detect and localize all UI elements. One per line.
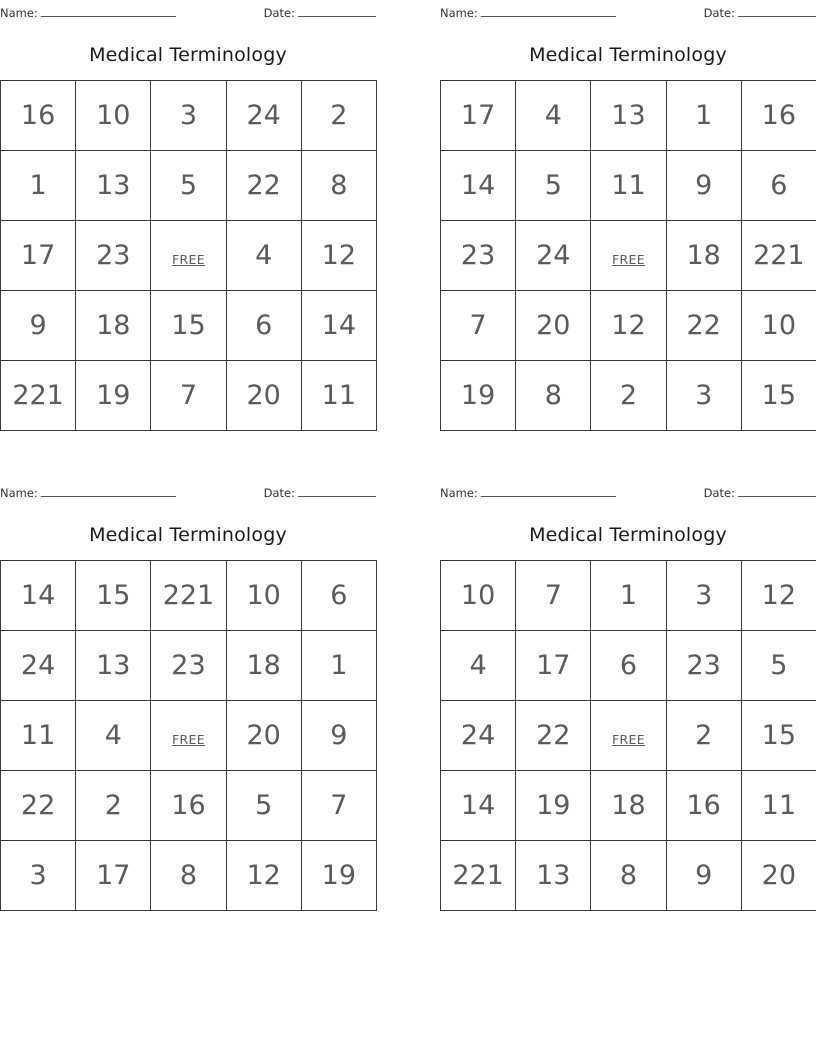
bingo-row: [1, 771, 377, 841]
bingo-row: [441, 841, 816, 911]
name-label: Name:: [0, 486, 38, 500]
bingo-cell[interactable]: 23: [666, 631, 741, 701]
bingo-cell[interactable]: 23: [76, 221, 151, 291]
bingo-cell[interactable]: 6: [591, 631, 666, 701]
bingo-grid: [440, 560, 816, 911]
bingo-row: [1, 631, 377, 701]
date-write-line[interactable]: [298, 486, 376, 497]
bingo-free-cell[interactable]: [151, 221, 226, 291]
bingo-cell[interactable]: 1: [591, 561, 666, 631]
bingo-cell[interactable]: 5: [151, 151, 226, 221]
bingo-cell[interactable]: 18: [76, 291, 151, 361]
bingo-cell[interactable]: 3: [666, 561, 741, 631]
bingo-cell[interactable]: 5: [226, 771, 301, 841]
date-write-line[interactable]: [738, 486, 816, 497]
bingo-row: [441, 151, 816, 221]
bingo-cell[interactable]: 22: [1, 771, 76, 841]
bingo-row: [441, 701, 816, 771]
card-title: Medical Terminology: [89, 524, 287, 546]
bingo-cell[interactable]: 9: [301, 701, 376, 771]
date-field[interactable]: [264, 6, 376, 20]
bingo-cell[interactable]: 17: [516, 631, 591, 701]
name-label: Name:: [440, 6, 478, 20]
bingo-cell[interactable]: 2: [666, 701, 741, 771]
bingo-cell[interactable]: 1: [301, 631, 376, 701]
date-label: Date:: [703, 486, 735, 500]
bingo-row: [1, 221, 377, 291]
bingo-cell[interactable]: 20: [741, 841, 816, 911]
date-field[interactable]: [264, 486, 376, 500]
bingo-row: [1, 561, 377, 631]
bingo-card-slot: [440, 0, 816, 480]
name-write-line[interactable]: [481, 486, 616, 497]
card-title: Medical Terminology: [529, 44, 727, 66]
bingo-row: [441, 81, 816, 151]
bingo-cell[interactable]: 23: [151, 631, 226, 701]
bingo-free-cell[interactable]: [591, 221, 666, 291]
bingo-cell[interactable]: 221: [1, 361, 76, 431]
date-write-line[interactable]: [298, 6, 376, 17]
date-label: Date:: [263, 6, 295, 20]
bingo-card: [0, 480, 376, 960]
bingo-cell[interactable]: 5: [741, 631, 816, 701]
bingo-grid: [0, 560, 377, 911]
bingo-cell[interactable]: 1: [1, 151, 76, 221]
bingo-cell[interactable]: 24: [1, 631, 76, 701]
bingo-cell[interactable]: 4: [226, 221, 301, 291]
bingo-cell[interactable]: 22: [516, 701, 591, 771]
bingo-cell[interactable]: 23: [441, 221, 516, 291]
name-label: Name:: [0, 6, 38, 20]
bingo-cell[interactable]: 13: [76, 631, 151, 701]
bingo-row: [1, 361, 377, 431]
bingo-card-slot: [0, 0, 440, 480]
bingo-cell[interactable]: 221: [441, 841, 516, 911]
bingo-cell[interactable]: 18: [226, 631, 301, 701]
bingo-cell[interactable]: 3: [151, 81, 226, 151]
name-write-line[interactable]: [41, 486, 176, 497]
bingo-cell[interactable]: 7: [516, 561, 591, 631]
bingo-cell[interactable]: 5: [516, 151, 591, 221]
bingo-cell[interactable]: 2: [591, 361, 666, 431]
card-meta-row: [440, 480, 816, 502]
date-label: Date:: [263, 486, 295, 500]
card-meta-row: [0, 480, 376, 502]
bingo-cell[interactable]: 1: [666, 81, 741, 151]
bingo-cell[interactable]: 16: [666, 771, 741, 841]
bingo-cell[interactable]: 16: [741, 81, 816, 151]
bingo-cell[interactable]: 2: [301, 81, 376, 151]
bingo-grid: [440, 80, 816, 431]
bingo-cell[interactable]: 18: [666, 221, 741, 291]
name-field[interactable]: [0, 486, 176, 500]
bingo-cell[interactable]: 4: [76, 701, 151, 771]
bingo-cell[interactable]: 8: [151, 841, 226, 911]
bingo-cell[interactable]: 15: [741, 701, 816, 771]
bingo-cell[interactable]: 10: [741, 291, 816, 361]
date-write-line[interactable]: [738, 6, 816, 17]
bingo-cell[interactable]: 11: [1, 701, 76, 771]
name-field[interactable]: [440, 486, 616, 500]
date-field[interactable]: [704, 6, 816, 20]
bingo-cell[interactable]: 24: [226, 81, 301, 151]
bingo-card-slot: [440, 480, 816, 960]
bingo-cell[interactable]: 11: [591, 151, 666, 221]
bingo-row: [441, 361, 816, 431]
free-label: FREE: [172, 732, 205, 747]
bingo-cell[interactable]: 4: [516, 81, 591, 151]
bingo-cell[interactable]: 20: [516, 291, 591, 361]
bingo-cell[interactable]: 19: [516, 771, 591, 841]
name-field[interactable]: [0, 6, 176, 20]
bingo-cell[interactable]: 18: [591, 771, 666, 841]
bingo-card-slot: [0, 480, 440, 960]
bingo-card: [440, 0, 816, 480]
bingo-free-cell[interactable]: [591, 701, 666, 771]
name-write-line[interactable]: [481, 6, 616, 17]
bingo-cell[interactable]: 11: [301, 361, 376, 431]
bingo-cell[interactable]: 7: [151, 361, 226, 431]
bingo-cell[interactable]: 15: [741, 361, 816, 431]
bingo-row: [441, 631, 816, 701]
bingo-cell[interactable]: 6: [741, 151, 816, 221]
bingo-cell[interactable]: 14: [1, 561, 76, 631]
bingo-cell[interactable]: 19: [441, 361, 516, 431]
name-label: Name:: [440, 486, 478, 500]
bingo-cell[interactable]: 10: [441, 561, 516, 631]
bingo-card: [440, 480, 816, 960]
bingo-cell[interactable]: 22: [666, 291, 741, 361]
bingo-cell[interactable]: 221: [741, 221, 816, 291]
bingo-cell[interactable]: 12: [591, 291, 666, 361]
bingo-cell[interactable]: 20: [226, 361, 301, 431]
bingo-cell[interactable]: 10: [226, 561, 301, 631]
bingo-cell[interactable]: 9: [666, 841, 741, 911]
date-field[interactable]: [704, 486, 816, 500]
bingo-cell[interactable]: 15: [76, 561, 151, 631]
bingo-cell[interactable]: 3: [1, 841, 76, 911]
bingo-cell[interactable]: 8: [591, 841, 666, 911]
bingo-row: [1, 701, 377, 771]
bingo-row: [1, 81, 377, 151]
bingo-cell[interactable]: 12: [226, 841, 301, 911]
bingo-cell[interactable]: 11: [741, 771, 816, 841]
card-title: Medical Terminology: [89, 44, 287, 66]
bingo-cell[interactable]: 9: [666, 151, 741, 221]
bingo-cell[interactable]: 24: [441, 701, 516, 771]
name-field[interactable]: [440, 6, 616, 20]
bingo-card: [0, 0, 376, 480]
bingo-free-cell[interactable]: [151, 701, 226, 771]
bingo-row: [441, 771, 816, 841]
bingo-cell[interactable]: 8: [516, 361, 591, 431]
free-label: FREE: [612, 732, 645, 747]
bingo-cell[interactable]: 17: [76, 841, 151, 911]
free-label: FREE: [172, 252, 205, 267]
bingo-cell[interactable]: 14: [301, 291, 376, 361]
bingo-cell[interactable]: 16: [151, 771, 226, 841]
bingo-cell[interactable]: 13: [516, 841, 591, 911]
bingo-cell[interactable]: 16: [1, 81, 76, 151]
bingo-cell[interactable]: 14: [441, 771, 516, 841]
date-label: Date:: [703, 6, 735, 20]
free-label: FREE: [612, 252, 645, 267]
bingo-row: [1, 151, 377, 221]
bingo-row: [441, 561, 816, 631]
bingo-cell[interactable]: 6: [226, 291, 301, 361]
bingo-row: [1, 841, 377, 911]
bingo-row: [441, 291, 816, 361]
bingo-cell[interactable]: 9: [1, 291, 76, 361]
bingo-cell[interactable]: 15: [151, 291, 226, 361]
bingo-cell[interactable]: 4: [441, 631, 516, 701]
bingo-cell[interactable]: 17: [1, 221, 76, 291]
bingo-cell[interactable]: 22: [226, 151, 301, 221]
bingo-cell[interactable]: 10: [76, 81, 151, 151]
bingo-cell[interactable]: 7: [301, 771, 376, 841]
bingo-cell[interactable]: 17: [441, 81, 516, 151]
bingo-cell[interactable]: 2: [76, 771, 151, 841]
bingo-cell[interactable]: 12: [301, 221, 376, 291]
bingo-cell[interactable]: 24: [516, 221, 591, 291]
bingo-cell[interactable]: 221: [151, 561, 226, 631]
bingo-cell[interactable]: 19: [301, 841, 376, 911]
name-write-line[interactable]: [41, 6, 176, 17]
bingo-cell[interactable]: 12: [741, 561, 816, 631]
bingo-cell[interactable]: 19: [76, 361, 151, 431]
bingo-row: [1, 291, 377, 361]
bingo-cell[interactable]: 14: [441, 151, 516, 221]
bingo-cell[interactable]: 7: [441, 291, 516, 361]
bingo-cell[interactable]: 20: [226, 701, 301, 771]
bingo-grid: [0, 80, 377, 431]
bingo-row: [441, 221, 816, 291]
bingo-cell[interactable]: 8: [301, 151, 376, 221]
card-meta-row: [440, 0, 816, 22]
bingo-cell[interactable]: 3: [666, 361, 741, 431]
bingo-cell[interactable]: 13: [76, 151, 151, 221]
bingo-cell[interactable]: 6: [301, 561, 376, 631]
card-title: Medical Terminology: [529, 524, 727, 546]
card-meta-row: [0, 0, 376, 22]
bingo-cell[interactable]: 13: [591, 81, 666, 151]
